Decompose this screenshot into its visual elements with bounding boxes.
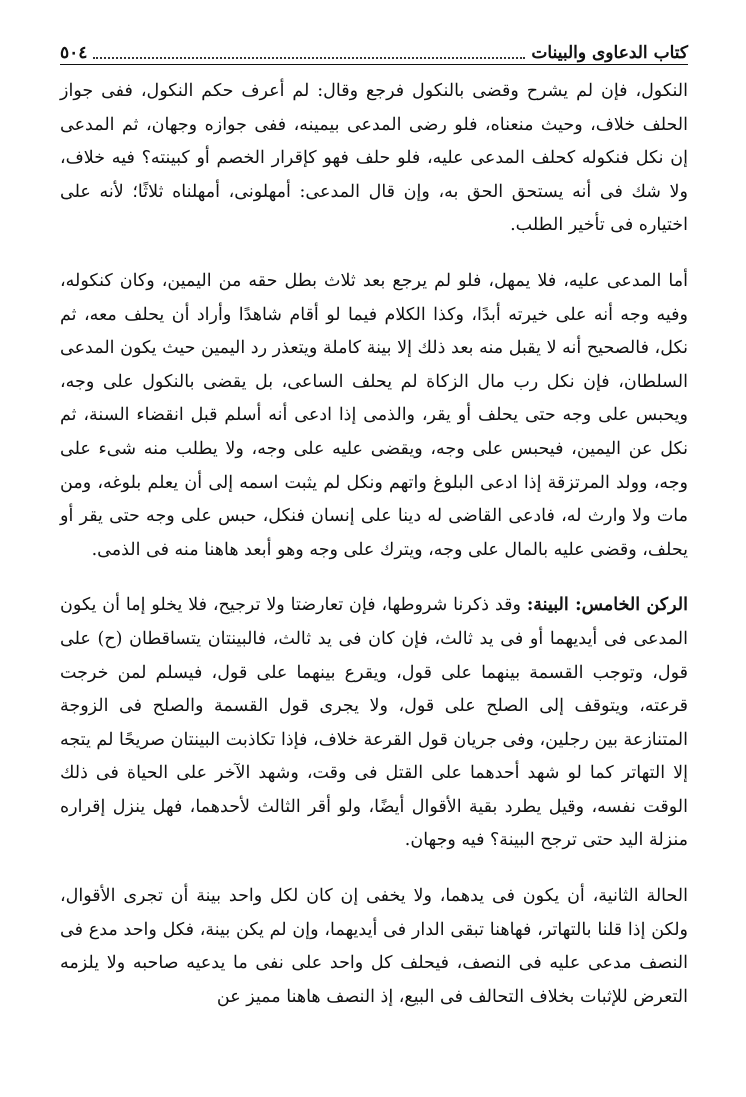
paragraph-2: أما المدعى عليه، فلا يمهل، فلو لم يرجع بعد ثلاث بطل حقه من اليمين، وكان كنكوله، وفيه وجه أنه على خيرته أبدًا، وكذا الكلام فيما لو أقام شاهدًا وأراد أن يحلف معه، ثم نكل، فالصحيح أنه لا يقبل منه بعد ذلك إلا بينة كاملة ويتعذر رد اليمين حيث يكون المدعى السلطان، فإن نكل رب مال الزكاة لم يحلف الساعى، بل يقضى بالنكول على وجه، ويحبس على وجه حتى يحلف أو يقر، والذمى إذا ادعى أنه أسلم قبل انقضاء السنة، ثم نكل عن اليمين، فيحبس على وجه، ويقضى عليه على وجه، ولا يطلب منه شىء على وجه، وولد المرتزقة إذا ادعى البلوغ واتهم ونكل لم يثبت اسمه إلى أن يعلم بلوغه، ومن مات ولا وارث له، فادعى القاضى له دينا على إنسان فنكل، حبس على وجه حتى يقر أو يحلف، وقضى عليه بالمال على وجه، ويترك على وجه وهو أبعد هاهنا منه فى الذمى.: [60, 270, 688, 560]
page-number: ٥٠٤: [60, 43, 88, 63]
running-header: [60, 30, 688, 65]
section-heading: الركن الخامس: البينة:: [526, 595, 688, 616]
chapter-title: كتاب الدعاوى والبينات: [531, 43, 688, 63]
paragraph-4: الحالة الثانية، أن يكون فى يدهما، ولا يخفى إن كان لكل واحد بينة أن تجرى الأقوال، ولكن إذا قلنا بالتهاتر، فهاهنا تبقى الدار فى أيديهما، وإن لم يكن بينة، فكل واحد مدع فى النصف مدعى عليه فى النصف، فيحلف كل واحد على نفى ما يدعيه صاحبه ولا يلزمه التعرض للإثبات بخلاف التحالف فى البيع، إذ النصف هاهنا مميز عن: [60, 886, 688, 1007]
header-leader-dots: [93, 56, 525, 59]
paragraph-3-body: وقد ذكرنا شروطها، فإن تعارضتا ولا ترجيح، فلا يخلو إما أن يكون المدعى فى أيديهما أو فى يد ثالث، فإن كان فى يد ثالث، فالبينتان يتساقطان (ح) على قول، وتوجب القسمة بينهما على قول، ويقرع بينهما على قول، فيسلم لمن خرجت قرعته، ويتوقف إلى الصلح على قول، ولا يجرى قول القسمة والصلح فى الزوجة المتنازعة بين رجلين، وفى جريان قول القرعة خلاف، فإذا تكاذبت البينتان صريحًا لم يتجه إلا التهاتر كما لو شهد أحدهما على القتل فى وقت، وشهد الآخر على الحياة فى ذلك الوقت نفسه، وقيل يطرد بقية الأقوال أيضًا، ولو أقر الثالث لأحدهما، فهل ينزل إقراره منزلة اليد حتى ترجح البينة؟ فيه وجهان.: [60, 595, 688, 851]
paragraph-3: [60, 589, 688, 858]
paragraph-1: النكول، فإن لم يشرح وقضى بالنكول فرجع وقال: لم أعرف حكم النكول، ففى جواز الحلف خلاف، وحيث منعناه، فلو رضى المدعى بيمينه، ففى جوازه وجهان، ثم المدعى إن نكل فنكوله كحلف المدعى عليه، فلو حلف فهو كإقرار الخصم أو كبينته؟ فيه خلاف، ولا شك فى أنه يستحق الحق به، وإن قال المدعى: أمهلونى، أمهلناه ثلاثًا؛ لأنه على اختياره فى تأخير الطلب.: [60, 81, 688, 236]
